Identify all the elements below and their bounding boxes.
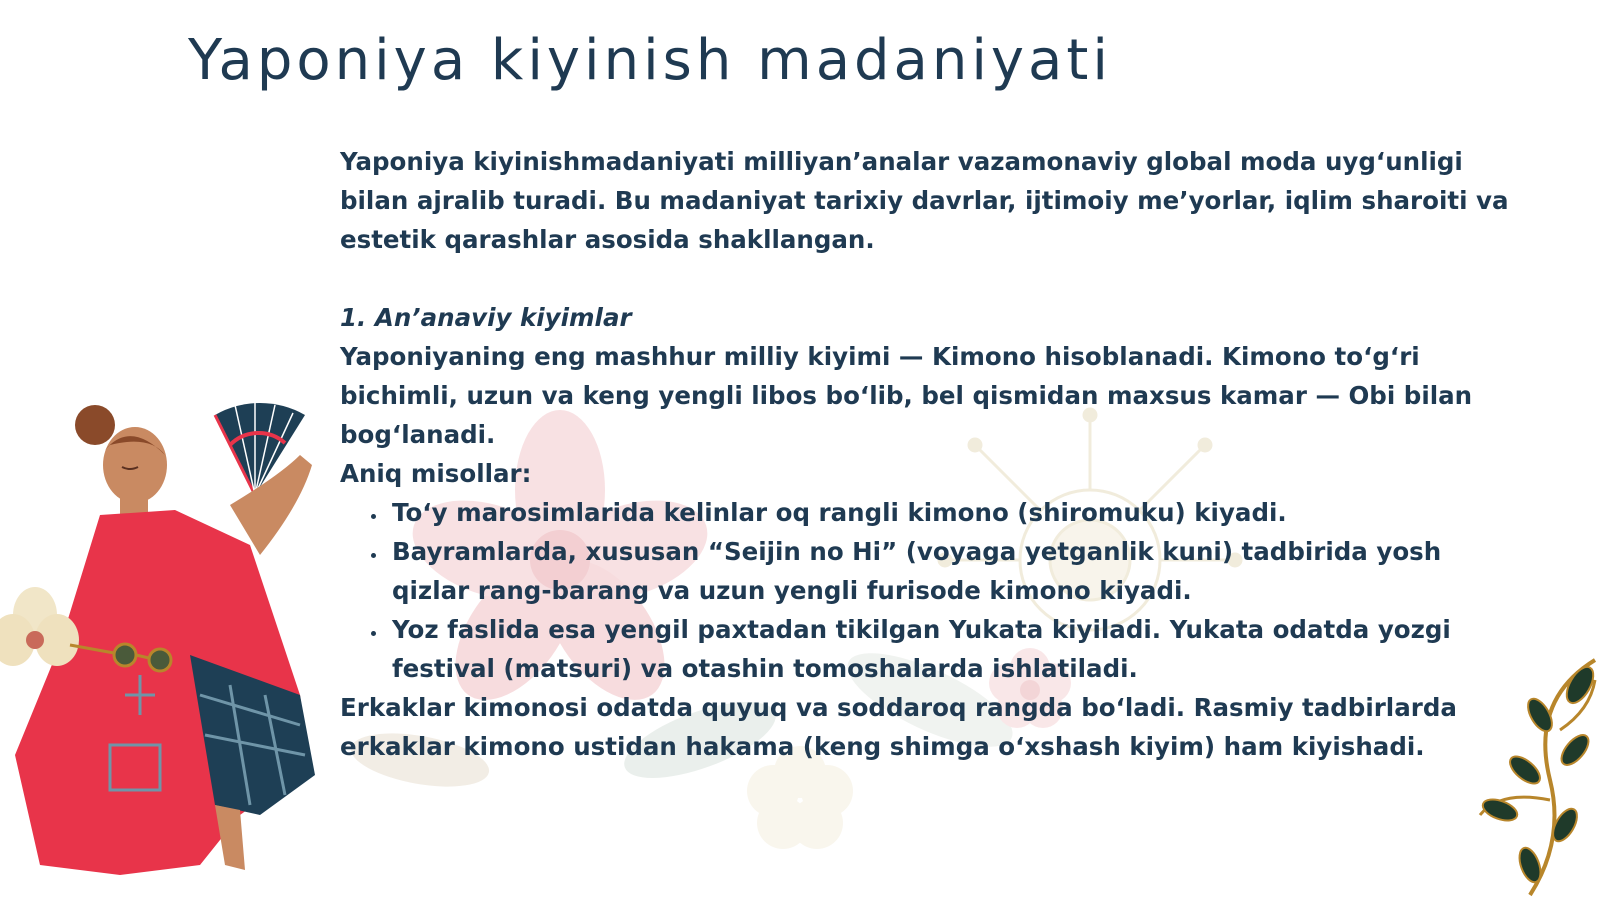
list-item: • Bayramlarda, xususan “Seijin no Hi” (voyaga yetganlik kuni) tadbirida yosh qizlar rang-barang va uzun yengli furisode kimono kiyadi. (388, 532, 1520, 610)
woman-in-kimono-with-fan-illustration (0, 395, 330, 900)
section-heading: 1. An’anaviy kiyimlar (340, 303, 632, 332)
examples-label: Aniq misollar: (340, 459, 532, 488)
content-body (340, 142, 1520, 766)
page-title: Yaponiya kiyinish madaniyati (188, 28, 1112, 93)
closing-paragraph: Erkaklar kimonosi odatda quyuq va soddaroq rangda bo‘ladi. Rasmiy tadbirlarda erkaklar kimono ustidan hakama (keng shimga o‘xshash kiyim) ham kiyishadi. (340, 693, 1457, 761)
spacer (340, 259, 1520, 298)
section-paragraph: Yaponiyaning eng mashhur milliy kiyimi — Kimono hisoblanadi. Kimono to‘g‘ri bichimli, uzun va keng yengli libos bo‘lib, bel qismidan maxsus kamar — Obi bilan bog‘lanadi. (340, 342, 1473, 449)
examples-list (340, 493, 1520, 688)
list-item: • To‘y marosimlarida kelinlar oq rangli kimono (shiromuku) kiyadi. (388, 493, 1520, 532)
list-item: • Yoz faslida esa yengil paxtadan tikilgan Yukata kiyiladi. Yukata odatda yozgi festival (matsuri) va otashin tomoshalarda ishlatiladi. (388, 610, 1520, 688)
intro-paragraph: Yaponiya kiyinishmadaniyati milliyan’analar vazamonaviy global moda uyg‘unligi bilan ajralib turadi. Bu madaniyat tarixiy davrlar, ijtimoiy me’yorlar, iqlim sharoiti va estetik qarashlar asosida shakllangan. (340, 147, 1509, 254)
golden-leaf-branch-decoration (1470, 640, 1600, 900)
